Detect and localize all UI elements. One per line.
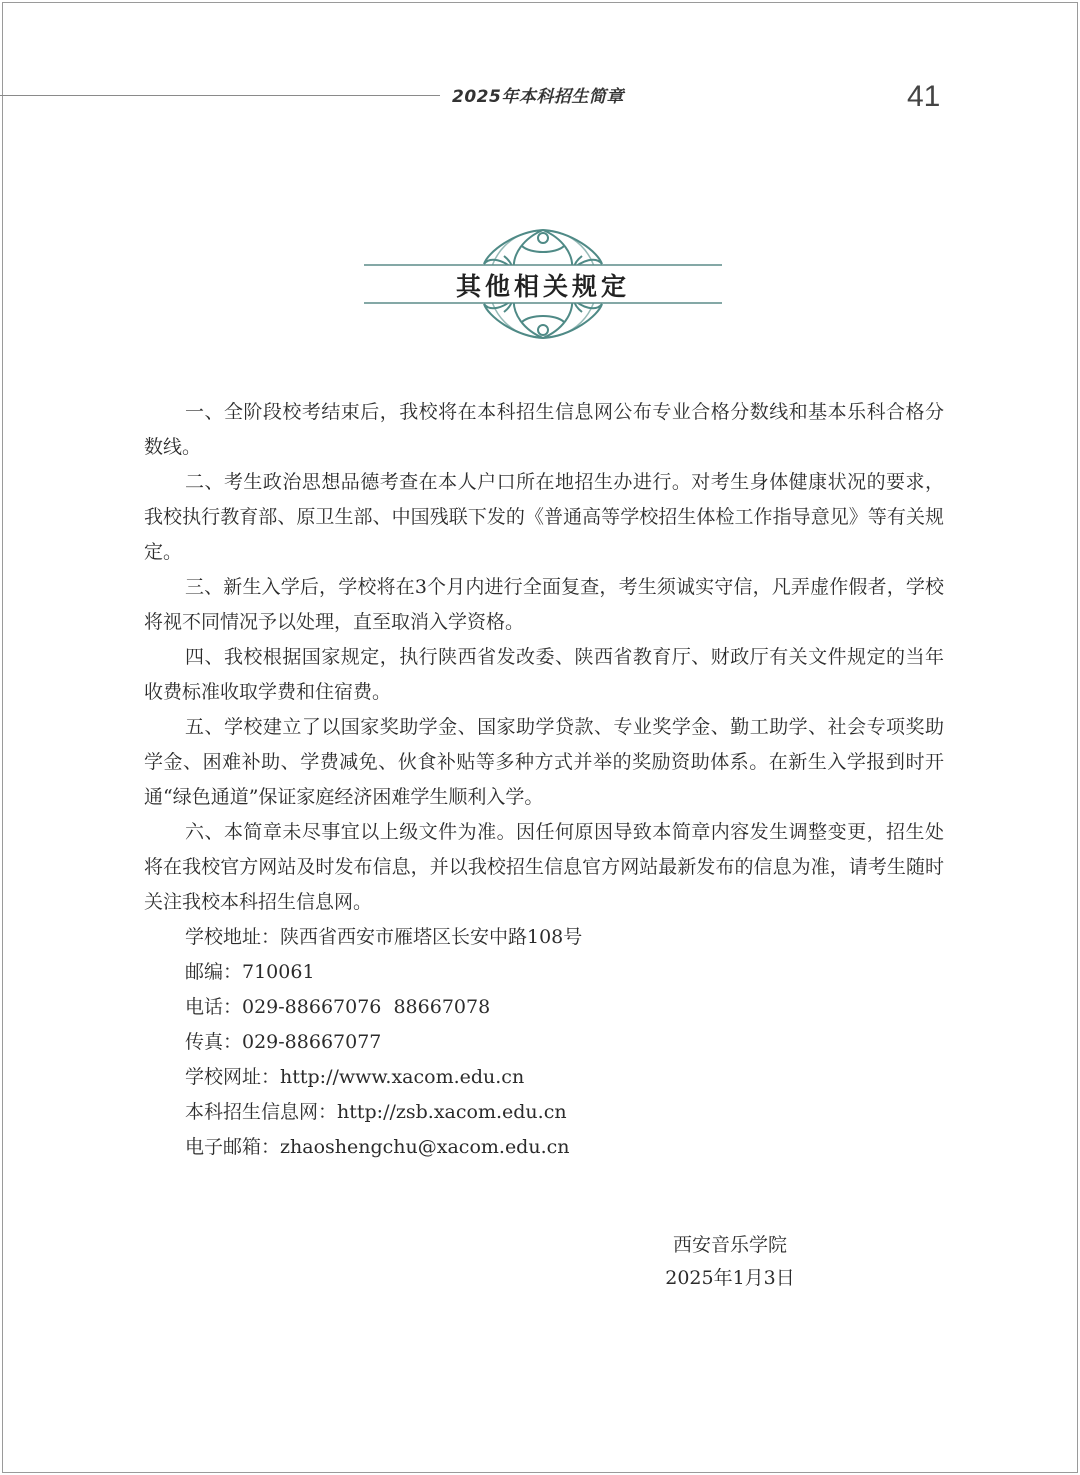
contact-phone: 电话：029-88667076 88667078 — [185, 996, 491, 1018]
page-number: 41 — [907, 80, 941, 113]
paragraph-6: 六、本简章未尽事宜以上级文件为准。因任何原因导致本简章内容发生调整变更，招生处将在我校官方网站及时发布信息，并以我校招生信息官方网站最新发布的信息为准，请考生随时关注我校本科招生信息网。 — [144, 821, 944, 913]
header-rule — [0, 95, 440, 96]
running-header-title: 2025年本科招生简章 — [452, 87, 624, 107]
signature-block — [640, 1229, 820, 1295]
section-title-banner — [364, 224, 722, 344]
contact-fax: 传真：029-88667077 — [185, 1031, 382, 1053]
signature-org: 西安音乐学院 — [672, 1234, 787, 1256]
contact-postcode: 邮编：710061 — [185, 961, 315, 983]
paragraph-4: 四、我校根据国家规定，执行陕西省发改委、陕西省教育厅、财政厅有关文件规定的当年收费标准收取学费和住宿费。 — [144, 646, 944, 703]
paragraph-5: 五、学校建立了以国家奖助学金、国家助学贷款、专业奖学金、勤工助学、社会专项奖助学金、困难补助、学费减免、伙食补贴等多种方式并举的奖励资助体系。在新生入学报到时开通“绿色通道”保证家庭经济困难学生顺利入学。 — [144, 716, 944, 808]
paragraph-1: 一、全阶段校考结束后，我校将在本科招生信息网公布专业合格分数线和基本乐科合格分数线。 — [144, 401, 944, 458]
contact-website: 学校网址：http://www.xacom.edu.cn — [185, 1066, 525, 1088]
document-body — [144, 395, 944, 1165]
paragraph-2: 二、考生政治思想品德考查在本人户口所在地招生办进行。对考生身体健康状况的要求，我校执行教育部、原卫生部、中国残联下发的《普通高等学校招生体检工作指导意见》等有关规定。 — [144, 471, 944, 563]
paragraph-3: 三、新生入学后，学校将在3个月内进行全面复查，考生须诚实守信，凡弄虚作假者，学校将视不同情况予以处理，直至取消入学资格。 — [144, 576, 944, 633]
section-title: 其他相关规定 — [455, 272, 630, 301]
signature-date: 2025年1月3日 — [665, 1267, 795, 1289]
contact-address: 学校地址：陕西省西安市雁塔区长安中路108号 — [185, 926, 583, 948]
contact-email: 电子邮箱：zhaoshengchu@xacom.edu.cn — [185, 1136, 570, 1158]
contact-admissions-site: 本科招生信息网：http://zsb.xacom.edu.cn — [185, 1101, 567, 1123]
